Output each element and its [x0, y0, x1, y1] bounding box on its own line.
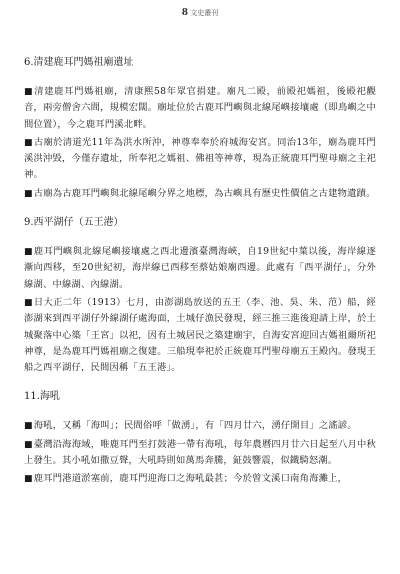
section-heading: 9.西平湖仔（五王港）	[24, 217, 124, 229]
bullet-square-icon: ■	[24, 474, 33, 485]
paragraph: ■古廟於清道光11年為洪水所沖，神尊奉奉於府城海安宮。同治13年，廟為鹿耳門溪洪沖毀，今僅存遺址，所奉祀之媽祖、佛祖等神尊，現為正統鹿耳門聖母廟之主祀神。	[24, 136, 376, 181]
bullet-square-icon: ■	[24, 439, 33, 450]
bullet-square-icon: ■	[24, 247, 33, 258]
paragraph: ■鹿耳門港道淤塞前，鹿耳門迎海口之海吼最甚；今於曾文溪口南角海灘上，	[24, 473, 348, 485]
bullet-square-icon: ■	[24, 137, 33, 148]
running-title: 文史叢刊	[190, 9, 219, 17]
page-header	[0, 8, 400, 22]
section-heading: 11.海吼	[24, 391, 60, 403]
paragraph: ■海吼，又稱「海叫」；民間俗呼「做湧」，有「四月廿六，湧仔開目」之謠諺。	[24, 420, 357, 432]
section-heading: 6.清建鹿耳門媽祖廟遺址	[24, 57, 134, 68]
bullet-square-icon: ■	[24, 87, 34, 97]
paragraph: ■日大正二年（1913）七月，由澎湖島放送的五王（李、池、吳、朱、范）船，經澎湖來到西平湖仔外線湖仔處海面，土城仔漁民發現，經三推三進後迎請上岸，於土城聚落中心築「王宮」以祀，因有土城居民之築建廟宇，自海安宮迎回古媽祖爾所祀神尊，是為鹿耳門媽祖廟之復建。三船現奉祀於正統鹿耳門聖母廟五王殿內。發現王船之西平湖仔，民間因稱「五王港」。	[24, 296, 376, 374]
document-body	[24, 56, 376, 490]
bullet-square-icon: ■	[24, 188, 33, 199]
paragraph: ■清建鹿耳門媽祖廟，清康熙58年眾官捐建。廟凡二殿，前殿祀媽祖，後殿祀觀音，兩旁僧舍六間，規模宏闊。廟址位於古鹿耳門嶼與北線尾嶼接壤處（即鳥嶼之中間位置），今之鹿耳門溪北畔。	[24, 86, 376, 130]
bullet-square-icon: ■	[24, 297, 33, 308]
paragraph: ■鹿耳門嶼與北線尾嶼接壤處之西北邊濱臺灣海峽，自19世紀中葉以後，海岸線逐漸向西移，至20世紀初，海岸線已西移至蔡姑娘廟西邊。此處有「西平湖仔」，分外線湖、中線湖、內線湖。	[24, 246, 376, 290]
page-number: 8	[181, 8, 189, 18]
paragraph: ■古廟為古鹿耳門嶼與北線尾嶼分界之地標，為古嶼具有歷史性價值之古建物遺蹟。	[24, 187, 376, 199]
bullet-square-icon: ■	[24, 421, 33, 432]
paragraph: ■臺灣沿海海域，唯鹿耳門至打鼓港一帶有海吼，每年農曆四月廿六日起至八月中秋上發生。其小吼如撒豆聲，大吼時則如萬馬奔騰，鉦鼓響震，似鐵騎怒潮。	[24, 438, 376, 467]
